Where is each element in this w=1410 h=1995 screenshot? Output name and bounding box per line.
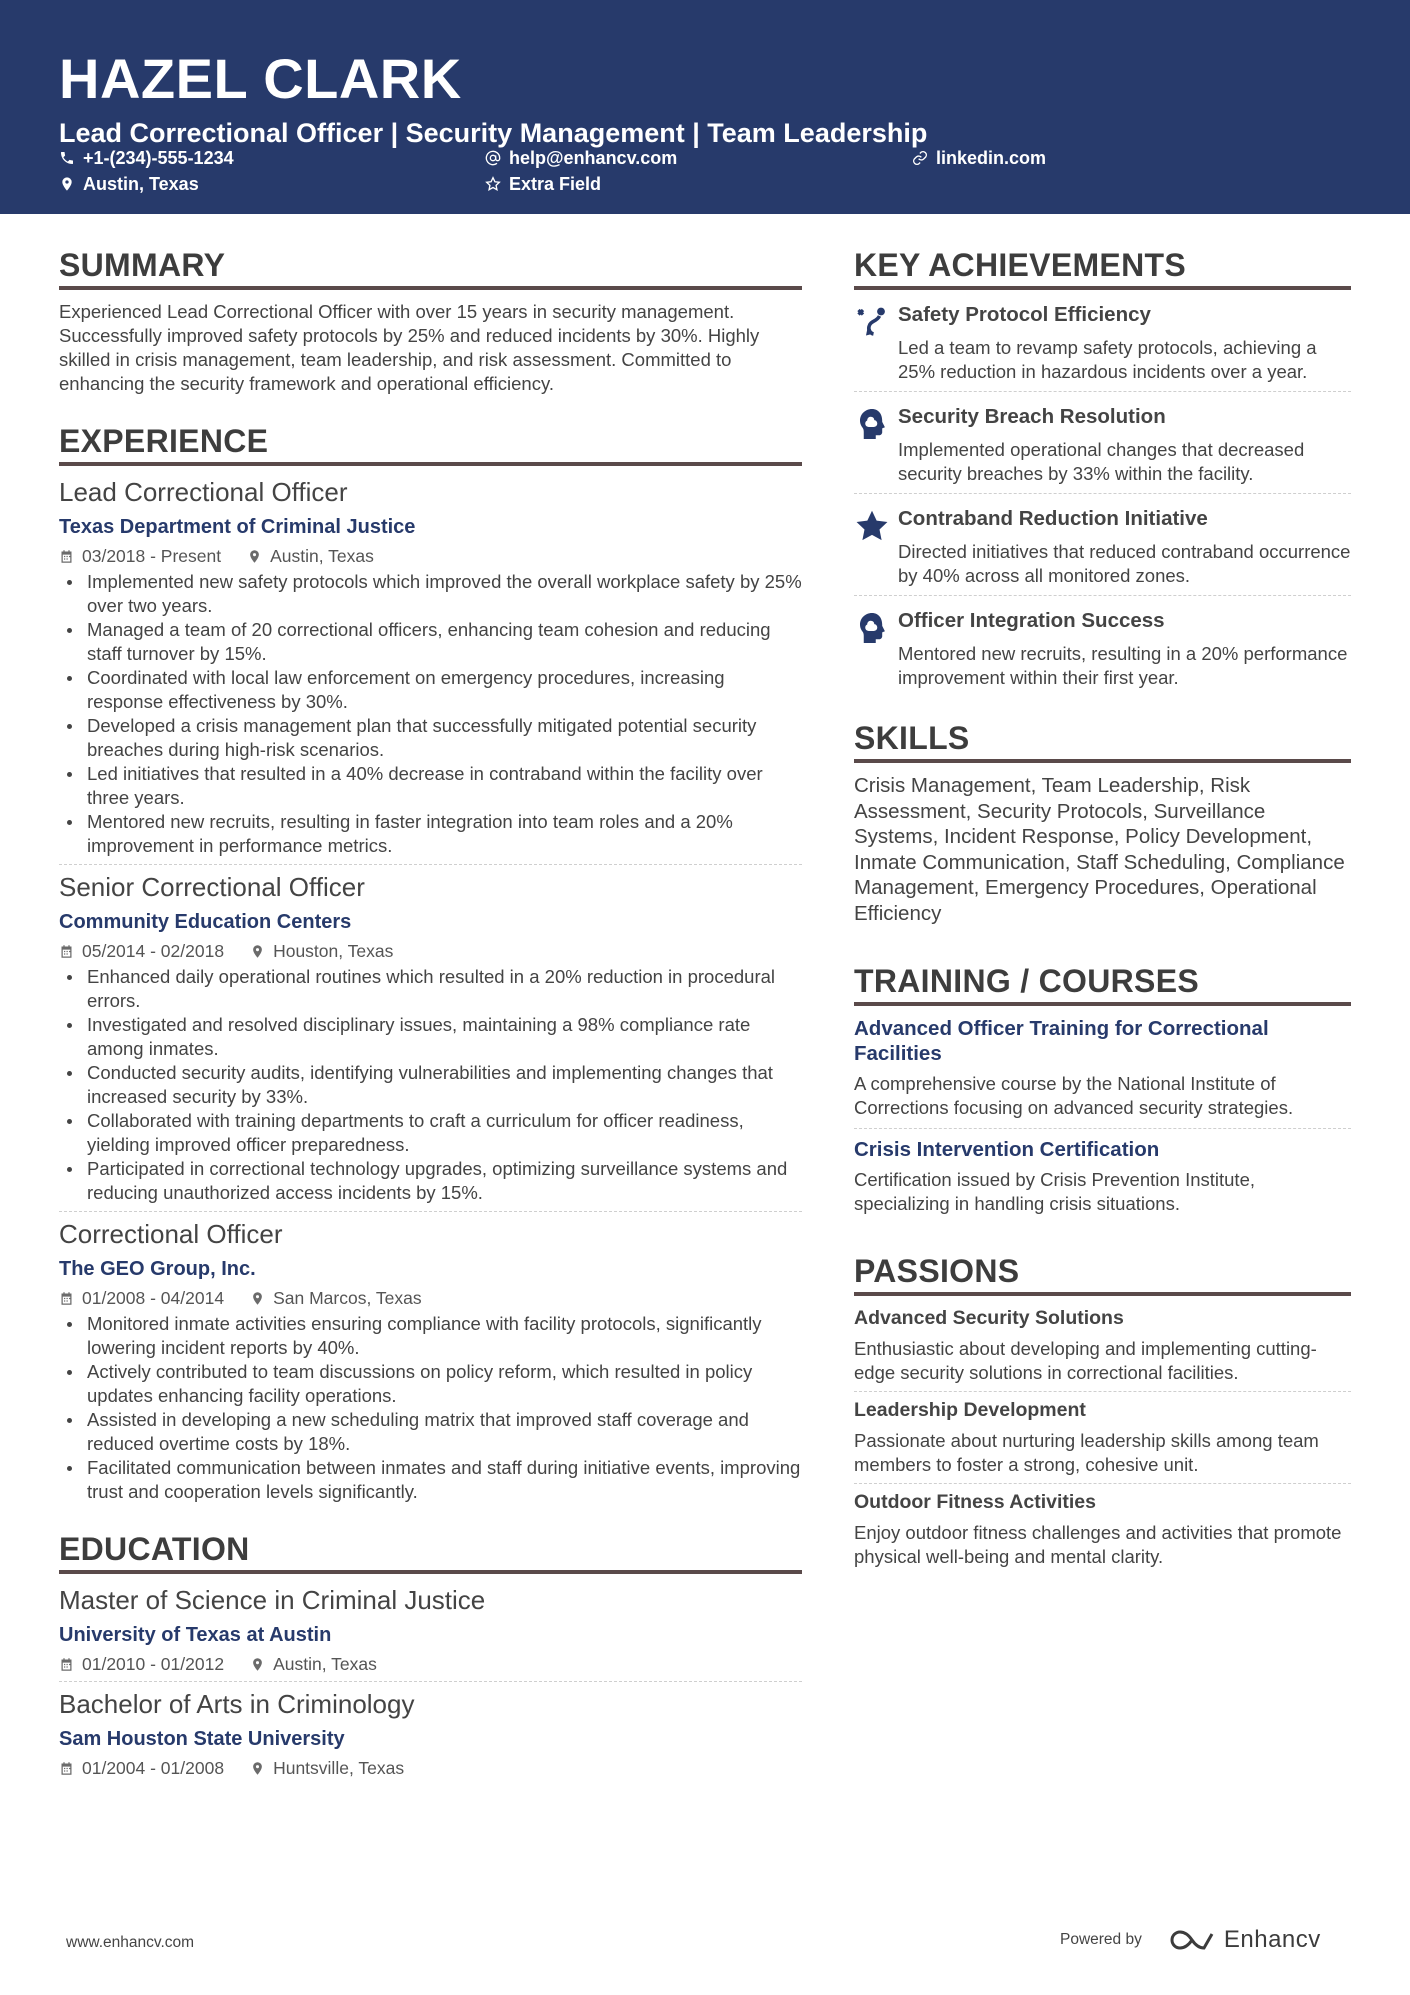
job-title: Lead Correctional Officer (59, 477, 348, 507)
map-pin-icon (250, 944, 265, 959)
contact-extra (485, 173, 601, 195)
course-title: Advanced Officer Training for Correctional Facilities (854, 1017, 1269, 1065)
left-column (59, 246, 802, 1779)
phone-text: +1-(234)-555-1234 (83, 148, 234, 168)
course-desc: A comprehensive course by the National Institute of Corrections focusing on advanced security strategies. (854, 1073, 1294, 1118)
contact-linkedin[interactable] (912, 147, 1046, 169)
education-location: Austin, Texas (273, 1654, 377, 1674)
summary-section (59, 246, 802, 396)
at-sign-icon (485, 150, 501, 166)
job-location: Houston, Texas (273, 941, 394, 961)
experience-heading: EXPERIENCE (59, 422, 802, 466)
education-meta (59, 1653, 802, 1675)
job-bullets (59, 570, 802, 858)
passion-desc: Enjoy outdoor fitness challenges and activities that promote physical well-being and mental clarity. (854, 1522, 1342, 1567)
achievement-title: Safety Protocol Efficiency (898, 303, 1151, 326)
education-meta (59, 1757, 802, 1779)
map-pin-icon (247, 549, 262, 564)
resume-header (0, 0, 1410, 214)
company-name: The GEO Group, Inc. (59, 1258, 256, 1280)
job-location: San Marcos, Texas (273, 1288, 422, 1308)
phone-icon (59, 150, 75, 166)
passion-title: Outdoor Fitness Activities (854, 1491, 1096, 1513)
email-text: help@enhancv.com (509, 148, 678, 168)
candidate-headline: Lead Correctional Officer | Security Management | Team Leadership (59, 118, 928, 148)
education-section (59, 1530, 802, 1779)
passion-item (854, 1306, 1351, 1392)
passion-desc: Passionate about nurturing leadership skills among team members to foster a strong, cohesive unit. (854, 1430, 1319, 1475)
achievement-title: Security Breach Resolution (898, 405, 1166, 428)
job-title: Senior Correctional Officer (59, 872, 365, 902)
bullet-item: Managed a team of 20 correctional officers, enhancing team cohesion and reducing staff turnover by 15%. (59, 618, 802, 666)
bullet-item: Coordinated with local law enforcement on emergency procedures, increasing response effectiveness by 30%. (59, 666, 802, 714)
bullet-item: Monitored inmate activities ensuring compliance with facility protocols, significantly lowering incident reports by 40%. (59, 1312, 802, 1360)
job-location: Austin, Texas (270, 546, 374, 566)
passions-heading: PASSIONS (854, 1252, 1351, 1296)
right-column (854, 246, 1351, 1569)
star-outline-icon (485, 176, 501, 192)
experience-entry (59, 871, 802, 1212)
education-dates: 01/2010 - 01/2012 (82, 1654, 225, 1674)
bullet-item: Implemented new safety protocols which improved the overall workplace safety by 25% over two years. (59, 570, 802, 618)
summary-text: Experienced Lead Correctional Officer with over 15 years in security management. Successfully improved safety protocols by 25% and reduced incidents by 30%. Highly skilled in crisis management, team leadership, and risk assessment. Committed to enhancing the security framework and operational efficiency. (59, 301, 760, 394)
experience-entry (59, 476, 802, 865)
job-meta (59, 1287, 802, 1309)
course-desc: Certification issued by Crisis Prevention Institute, specializing in handling crisis situations. (854, 1169, 1256, 1214)
bullet-item: Assisted in developing a new scheduling matrix that improved staff coverage and reduced overtime costs by 18%. (59, 1408, 802, 1456)
job-dates: 01/2008 - 04/2014 (82, 1288, 225, 1308)
skills-list: Crisis Management, Team Leadership, Risk Assessment, Security Protocols, Surveillance Systems, Incident Response, Policy Development, Inmate Communication, Staff Scheduling, Compliance Management, Emergency Procedures, Operational Efficiency (854, 774, 1345, 925)
achievement-desc: Mentored new recruits, resulting in a 20% performance improvement within their first year. (898, 643, 1348, 688)
passion-item (854, 1392, 1351, 1484)
company-name: Community Education Centers (59, 911, 352, 933)
footer-branding (1060, 1926, 1321, 1954)
head-brain-icon (854, 406, 890, 442)
contact-location (59, 173, 199, 195)
course-title: Crisis Intervention Certification (854, 1138, 1160, 1161)
achievement-desc: Implemented operational changes that decreased security breaches by 33% within the facility. (898, 439, 1305, 484)
route-icon (854, 304, 890, 340)
company-name: Texas Department of Criminal Justice (59, 516, 416, 538)
course-item (854, 1016, 1351, 1129)
link-icon (912, 150, 928, 166)
map-pin-icon (250, 1761, 265, 1776)
achievement-title: Officer Integration Success (898, 609, 1165, 632)
map-pin-icon (250, 1657, 265, 1672)
passion-title: Advanced Security Solutions (854, 1307, 1124, 1329)
achievement-item (854, 290, 1351, 392)
calendar-icon (59, 944, 74, 959)
job-dates: 03/2018 - Present (82, 546, 222, 566)
achievement-title: Contraband Reduction Initiative (898, 507, 1208, 530)
bullet-item: Actively contributed to team discussions on policy reform, which resulted in policy updates enhancing facility operations. (59, 1360, 802, 1408)
education-entry (59, 1688, 802, 1779)
education-location: Huntsville, Texas (273, 1758, 405, 1778)
candidate-name: HAZEL CLARK (59, 47, 462, 110)
bullet-item: Facilitated communication between inmates and staff during initiative events, improving trust and cooperation levels significantly. (59, 1456, 802, 1504)
star-icon (854, 508, 890, 544)
infinity-logo-icon (1168, 1927, 1216, 1953)
passion-desc: Enthusiastic about developing and implementing cutting-edge security solutions in correctional facilities. (854, 1338, 1317, 1383)
location-text: Austin, Texas (83, 174, 199, 194)
achievements-section (854, 246, 1351, 697)
education-entry (59, 1584, 802, 1682)
degree-title: Bachelor of Arts in Criminology (59, 1689, 415, 1719)
enhancv-logo[interactable] (1168, 1926, 1321, 1954)
extra-field-text: Extra Field (509, 174, 602, 194)
calendar-icon (59, 1657, 74, 1672)
head-brain-icon (854, 610, 890, 646)
map-pin-icon (59, 176, 75, 192)
achievement-desc: Led a team to revamp safety protocols, achieving a 25% reduction in hazardous incidents over a year. (898, 337, 1317, 382)
school-name: Sam Houston State University (59, 1728, 345, 1750)
achievement-item (854, 392, 1351, 494)
map-pin-icon (250, 1291, 265, 1306)
achievement-item (854, 494, 1351, 596)
job-meta (59, 545, 802, 567)
contact-phone[interactable] (59, 147, 234, 169)
calendar-icon (59, 1761, 74, 1776)
achievement-desc: Directed initiatives that reduced contraband occurrence by 40% across all monitored zones. (898, 541, 1351, 586)
course-item (854, 1129, 1351, 1216)
education-dates: 01/2004 - 01/2008 (82, 1758, 225, 1778)
skills-heading: SKILLS (854, 719, 1351, 763)
footer-website[interactable]: www.enhancv.com (66, 1934, 195, 1951)
brand-name: Enhancv (1223, 1926, 1321, 1953)
passions-section (854, 1252, 1351, 1569)
school-name: University of Texas at Austin (59, 1624, 332, 1646)
achievement-item (854, 596, 1351, 697)
bullet-item: Mentored new recruits, resulting in faster integration into team roles and a 20% improvement in performance metrics. (59, 810, 802, 858)
skills-section (854, 719, 1351, 926)
bullet-item: Investigated and resolved disciplinary issues, maintaining a 98% compliance rate among inmates. (59, 1013, 802, 1061)
experience-section (59, 422, 802, 1504)
job-dates: 05/2014 - 02/2018 (82, 941, 225, 961)
training-heading: TRAINING / COURSES (854, 962, 1351, 1006)
bullet-item: Participated in correctional technology upgrades, optimizing surveillance systems and reducing unauthorized access incidents by 15%. (59, 1157, 802, 1205)
job-title: Correctional Officer (59, 1219, 283, 1249)
powered-by-text: Powered by (1060, 1931, 1142, 1948)
summary-heading: SUMMARY (59, 246, 802, 290)
job-meta (59, 940, 802, 962)
contact-email[interactable] (485, 147, 677, 169)
bullet-item: Developed a crisis management plan that successfully mitigated potential security breaches during high-risk scenarios. (59, 714, 802, 762)
bullet-item: Enhanced daily operational routines which resulted in a 20% reduction in procedural errors. (59, 965, 802, 1013)
bullet-item: Collaborated with training departments to craft a curriculum for officer readiness, yielding improved officer preparedness. (59, 1109, 802, 1157)
bullet-item: Led initiatives that resulted in a 40% decrease in contraband within the facility over three years. (59, 762, 802, 810)
bullet-item: Conducted security audits, identifying vulnerabilities and implementing changes that increased security by 33%. (59, 1061, 802, 1109)
calendar-icon (59, 549, 74, 564)
achievements-heading: KEY ACHIEVEMENTS (854, 246, 1351, 290)
education-heading: EDUCATION (59, 1530, 802, 1574)
experience-entry (59, 1218, 802, 1504)
job-bullets (59, 1312, 802, 1504)
passion-item (854, 1484, 1351, 1569)
degree-title: Master of Science in Criminal Justice (59, 1585, 486, 1615)
job-bullets (59, 965, 802, 1205)
passion-title: Leadership Development (854, 1399, 1086, 1421)
linkedin-text: linkedin.com (936, 148, 1047, 168)
training-section (854, 962, 1351, 1216)
calendar-icon (59, 1291, 74, 1306)
